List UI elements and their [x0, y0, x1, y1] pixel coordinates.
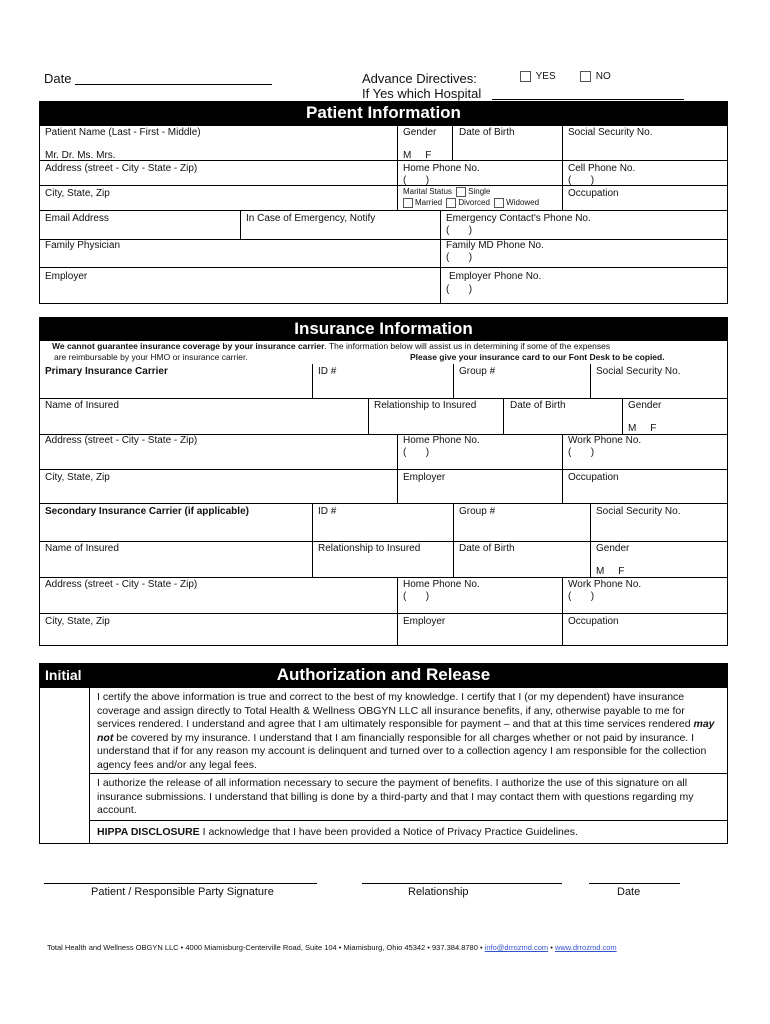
family-md-phone-label: Family MD Phone No. [446, 240, 544, 251]
primary-id-label: ID # [318, 366, 337, 377]
ssn-label: Social Security No. [568, 127, 653, 138]
secondary-gender-label: Gender [596, 543, 630, 554]
secondary-id-label: ID # [318, 506, 337, 517]
cell-phone-label: Cell Phone No. [568, 163, 636, 174]
single-checkbox[interactable] [456, 187, 466, 197]
primary-name-insured-label: Name of Insured [45, 400, 119, 411]
footer-web-link[interactable]: www.drrozmd.com [554, 943, 617, 952]
secondary-group-label: Group # [459, 506, 496, 517]
gender-options[interactable]: M F [403, 150, 432, 161]
city-label: City, State, Zip [45, 188, 110, 199]
hospital-field[interactable] [492, 99, 684, 100]
primary-occupation-label: Occupation [568, 472, 619, 483]
secondary-home-phone-label: Home Phone No. [403, 579, 480, 590]
secondary-city-label: City, State, Zip [45, 616, 110, 627]
secondary-carrier-label: Secondary Insurance Carrier (if applicable) [45, 506, 249, 517]
initial-box-3[interactable] [39, 820, 89, 844]
patient-signature-label: Patient / Responsible Party Signature [91, 886, 274, 898]
date-signature-line[interactable] [589, 883, 680, 884]
release-paragraph: I authorize the release of all information necessary to secure the payment of benefits. I authorize the use of this signature on all insurance submissions. I understand that billing is done by a third-party and that I may contact them with questions regarding my account. [97, 777, 694, 816]
secondary-dob-label: Date of Birth [459, 543, 515, 554]
email-label: Email Address [45, 213, 109, 224]
no-checkbox[interactable] [580, 71, 591, 82]
home-phone-label: Home Phone No. [403, 163, 480, 174]
hospital-label: If Yes which Hospital [362, 86, 482, 101]
secondary-work-phone-label: Work Phone No. [568, 579, 642, 590]
married-checkbox[interactable] [403, 198, 413, 208]
primary-gender-options[interactable]: M F [628, 423, 657, 434]
relationship-line[interactable] [362, 883, 562, 884]
employer-phone-paren: ( ) [446, 284, 473, 295]
widowed-checkbox[interactable] [494, 198, 504, 208]
secondary-address-label: Address (street - City - State - Zip) [45, 579, 198, 590]
family-md-phone-paren: ( ) [446, 252, 473, 263]
primary-work-phone-paren: ( ) [568, 447, 595, 458]
address-label: Address (street - City - State - Zip) [45, 163, 198, 174]
cell-phone-paren: ( ) [568, 175, 595, 186]
yes-option[interactable]: YES [518, 71, 556, 82]
certification-paragraph: I certify the above information is true and correct to the best of my knowledge. I certify that I (or my dependent) have insurance coverage and assign directly to Total Health & Wellness OBGYN LLC all insurance benefits, if any, otherwise payable to me for services rendered. I understand and agree that I am ultimately responsible for payment – and that at this time services rendered may not be covered by my insurance. I understand that I am financially responsible for all charges whether or not paid by insurance. I understand that if for any reason my account is delinquent and turned over to a collection agency I am responsible for the collection agency fees and/or any legal fees. [97, 691, 715, 771]
patient-info-section [39, 125, 728, 304]
primary-carrier-label: Primary Insurance Carrier [45, 366, 168, 377]
patient-name-label: Patient Name (Last - First - Middle) [45, 127, 201, 138]
family-physician-label: Family Physician [45, 240, 121, 251]
primary-employer-label: Employer [403, 472, 446, 483]
employer-phone-label: Employer Phone No. [449, 271, 542, 282]
primary-gender-label: Gender [628, 400, 662, 411]
gender-label: Gender [403, 127, 437, 138]
emergency-phone-label: Emergency Contact's Phone No. [446, 213, 591, 224]
secondary-employer-label: Employer [403, 616, 446, 627]
secondary-occupation-label: Occupation [568, 616, 619, 627]
emergency-label: In Case of Emergency, Notify [246, 213, 376, 224]
no-option[interactable]: NO [578, 71, 611, 82]
relationship-label: Relationship [408, 886, 469, 898]
authorization-header: Initial Authorization and Release [39, 663, 728, 687]
secondary-home-phone-paren: ( ) [403, 591, 430, 602]
primary-home-phone-label: Home Phone No. [403, 435, 480, 446]
secondary-relationship-label: Relationship to Insured [318, 543, 421, 554]
primary-ssn-label: Social Security No. [596, 366, 681, 377]
footer: Total Health and Wellness OBGYN LLC • 4000 Miamisburg-Centerville Road, Suite 104 • Miamisburg, Ohio 45342 • 937.384.8780 • info@drrozmd.com • www.drrozmd.com [47, 943, 617, 952]
secondary-work-phone-paren: ( ) [568, 591, 595, 602]
primary-group-label: Group # [459, 366, 496, 377]
marital-status: Marital Status Single Married Divorced Widowed [403, 187, 540, 207]
home-phone-paren: ( ) [403, 175, 430, 186]
yes-checkbox[interactable] [520, 71, 531, 82]
insurance-notice-line2: are reimbursable by your HMO or insurance carrier. [54, 352, 248, 362]
date-label: Date [44, 71, 72, 86]
insurance-info-section [39, 340, 728, 646]
date-field[interactable] [75, 84, 272, 85]
primary-dob-label: Date of Birth [510, 400, 566, 411]
primary-work-phone-label: Work Phone No. [568, 435, 642, 446]
title-options[interactable]: Mr. Dr. Ms. Mrs. [45, 150, 116, 161]
divorced-checkbox[interactable] [446, 198, 456, 208]
primary-relationship-label: Relationship to Insured [374, 400, 477, 411]
secondary-name-insured-label: Name of Insured [45, 543, 119, 554]
insurance-info-header: Insurance Information [39, 317, 728, 340]
primary-home-phone-paren: ( ) [403, 447, 430, 458]
insurance-notice: We cannot guarantee insurance coverage by your insurance carrier. The information below will assist us in determining if some of the expenses [52, 341, 611, 351]
dob-label: Date of Birth [459, 127, 515, 138]
emergency-phone-paren: ( ) [446, 225, 473, 236]
initial-box-2[interactable] [39, 773, 89, 820]
secondary-gender-options[interactable]: M F [596, 566, 625, 577]
patient-info-header: Patient Information [39, 101, 728, 125]
patient-signature-line[interactable] [44, 883, 317, 884]
initial-label: Initial [45, 667, 82, 683]
advance-directives-label: Advance Directives: [362, 71, 477, 86]
occupation-label: Occupation [568, 188, 619, 199]
primary-address-label: Address (street - City - State - Zip) [45, 435, 198, 446]
secondary-ssn-label: Social Security No. [596, 506, 681, 517]
insurance-card-notice: Please give your insurance card to our Font Desk to be copied. [410, 352, 665, 362]
date-signature-label: Date [617, 886, 641, 898]
hippa-paragraph: HIPPA DISCLOSURE I acknowledge that I have been provided a Notice of Privacy Practice Guidelines. [97, 826, 578, 838]
initial-box-1[interactable] [39, 687, 89, 773]
employer-label: Employer [45, 271, 88, 282]
primary-city-label: City, State, Zip [45, 472, 110, 483]
footer-email-link[interactable]: info@drrozmd.com [484, 943, 549, 952]
